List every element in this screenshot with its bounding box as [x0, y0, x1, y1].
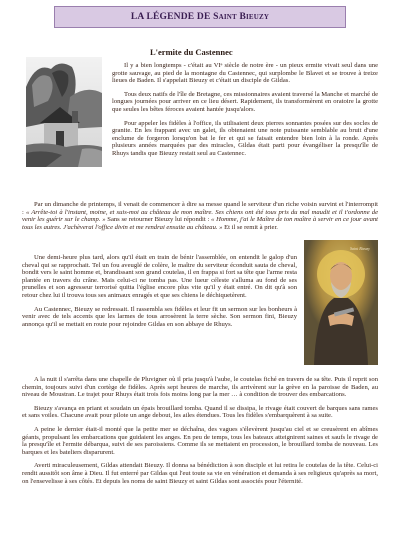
paragraph-7: A la nuit il s'arrêta dans une chapelle de Pluvigner où il pria jusqu'à l'aube, le coutelas fiché en travers de sa tête. Puis il reprit son chemin, toujours suivi d'un cortège de fidèles. Après sept heures de marche, ils arrivèrent sur la grève en la paroisse de Baden, au niveau de Moustran. Le trajet pour Rhuys était trois fois moins long par la mer … à condition de trouver des embarcations.	[22, 376, 378, 399]
paragraph-4-reply-intro: Sans se retourner Bieuzy lui répondit :	[107, 216, 210, 224]
paragraph-6: Au Castennec, Bieuzy se redressait. Il rassembla ses fidèles et leur fit un sermon sur les bonheurs à venir avec de tels accents que les larmes de tous arrosèrent la terre sèche. Son sermon fini, Bieuzy annonça qu'il se mettait en route pour rejoindre Gildas en son abbaye de Rhuys.	[22, 305, 297, 328]
intro-block	[112, 62, 378, 158]
paragraph-10: Averti miraculeusement, Gildas attendait Bieuzy. Il donna sa bénédiction à son disciple et lui retira le coutelas de la tête. Celui-ci rendit aussitôt son âme à Dieu. Il fut enterré par Gildas qui l'eut toute sa vie en vénération et demanda à ses religieux qu'après sa mort, on l'ensevelisse à ses côtés. Et depuis les noms de saint Bieuzy et saint Gildas sont associés pour l'éternité.	[22, 462, 378, 485]
section-heading: L'ermite du Castennec	[150, 47, 233, 57]
paragraph-5: Une demi-heure plus tard, alors qu'il était en train de bénir l'assemblée, on entendit le galop d'un cheval qui se rapprochait. Tel un fou aveuglé de colère, le maître du serviteur éconduit sauta de cheval, bondit vers le saint homme et, brandissant son grand coutelas, il en frappa si fort sa tête que l'arme resta plantée en travers du crâne. Mais celui-ci ne tomba pas. Une lueur céleste s'alluma au fond de ses prunelles et son agresseur terrorisé quitta l'église encore plus vite qu'il y était entré. On dit qu'à son retour chez lui il trouva tous ses animaux enragés et que ses chiens le déchiquetèrent.	[22, 254, 297, 299]
bieuzy-quote: « Homme, j'ai le Maître de ton maître à servir en ce jour avant tous les autres. J'achèverai l'office divin et me rendrai ensuite au château. »	[22, 216, 378, 231]
lower-block	[22, 376, 378, 485]
title-prefix: LA LÉGENDE DE	[130, 12, 214, 22]
middle-block	[22, 254, 297, 328]
servant-quote: « Arrête-toi à l'instant, moine, et suis-moi au château de mon maître. Ses chiens ont été tous pris du mal maudit et il t'ordonne de venir les guérir sur le champ. »	[22, 208, 378, 224]
title-name: Saint Bieuzy	[213, 12, 270, 22]
paragraph-2: Tous deux natifs de l'île de Bretagne, ces missionnaires avaient traversé la Manche et marché de longues journées pour arriver en ce lieu désert. Rapidement, ils transformèrent en oratoire la grotte que seules les bêtes féroces avaient hantée jusqu'alors.	[112, 90, 378, 113]
chapel-photo	[26, 57, 102, 167]
saint-bieuzy-painting	[304, 240, 378, 365]
paragraph-1: Il y a bien longtemps - c'était au VIᵉ siècle de notre ère - un pieux ermite vivait seul dans une grotte sauvage, au pied de la montagne du Castennec, qui surplombe le Blavet et se trouve à treize lieues de Baden. Il s'appelait Bieuzy et c'était un disciple de Gildas.	[112, 62, 378, 85]
dialogue-block	[22, 201, 378, 231]
paragraph-8: Bieuzy s'avança en priant et soudain un épais brouillard tomba. Quand il se dissipa, le rivage était couvert de barques sans rames et sans voiles. Chacune avait pour pilote un ange debout, les ailes étendues. Tous les fidèles s'embarquèrent à sa suite.	[22, 404, 378, 420]
paragraph-3: Pour appeler les fidèles à l'office, ils utilisaient deux pierres sonnantes posées sur des socles de granite. En les frappant avec un galet, ils obtenaient une note puissante semblable au bruit d'une enclume de forgeron lorsqu'on bat le fer et qui se faisait entendre bien loin à la ronde. Après plusieurs années marquées par des miracles, Gildas était parti pour évangéliser la presqu'île de Rhuys tandis que Bieuzy restait seul au Castennec.	[112, 119, 378, 157]
paragraph-4-intro: Par un dimanche de printemps, il venait de commencer à dire sa messe quand le serviteur d'un riche voisin survint et l'interrompit :	[22, 201, 378, 216]
painting-caption: Saint Bieuzy	[350, 246, 370, 251]
paragraph-9: A peine le dernier était-il monté que la petite mer se déchaîna, des vagues s'élevèrent jusqu'au ciel et se creusèrent en abîmes géants, propulsant les embarcations que guidaient les anges. En peu de temps, tous les bateaux atteignirent saines et saufs le rivage de la presqu'île et l'ermite débarqua, suivi de ses paroissiens. Comme ils se mettaient en procession, le brouillard tomba de nouveau. Les barques et les bateliers disparurent.	[22, 425, 378, 456]
paragraph-4-end: Et il se remit à prier.	[224, 223, 278, 231]
paragraph-4	[22, 201, 378, 231]
title-banner	[54, 6, 346, 28]
